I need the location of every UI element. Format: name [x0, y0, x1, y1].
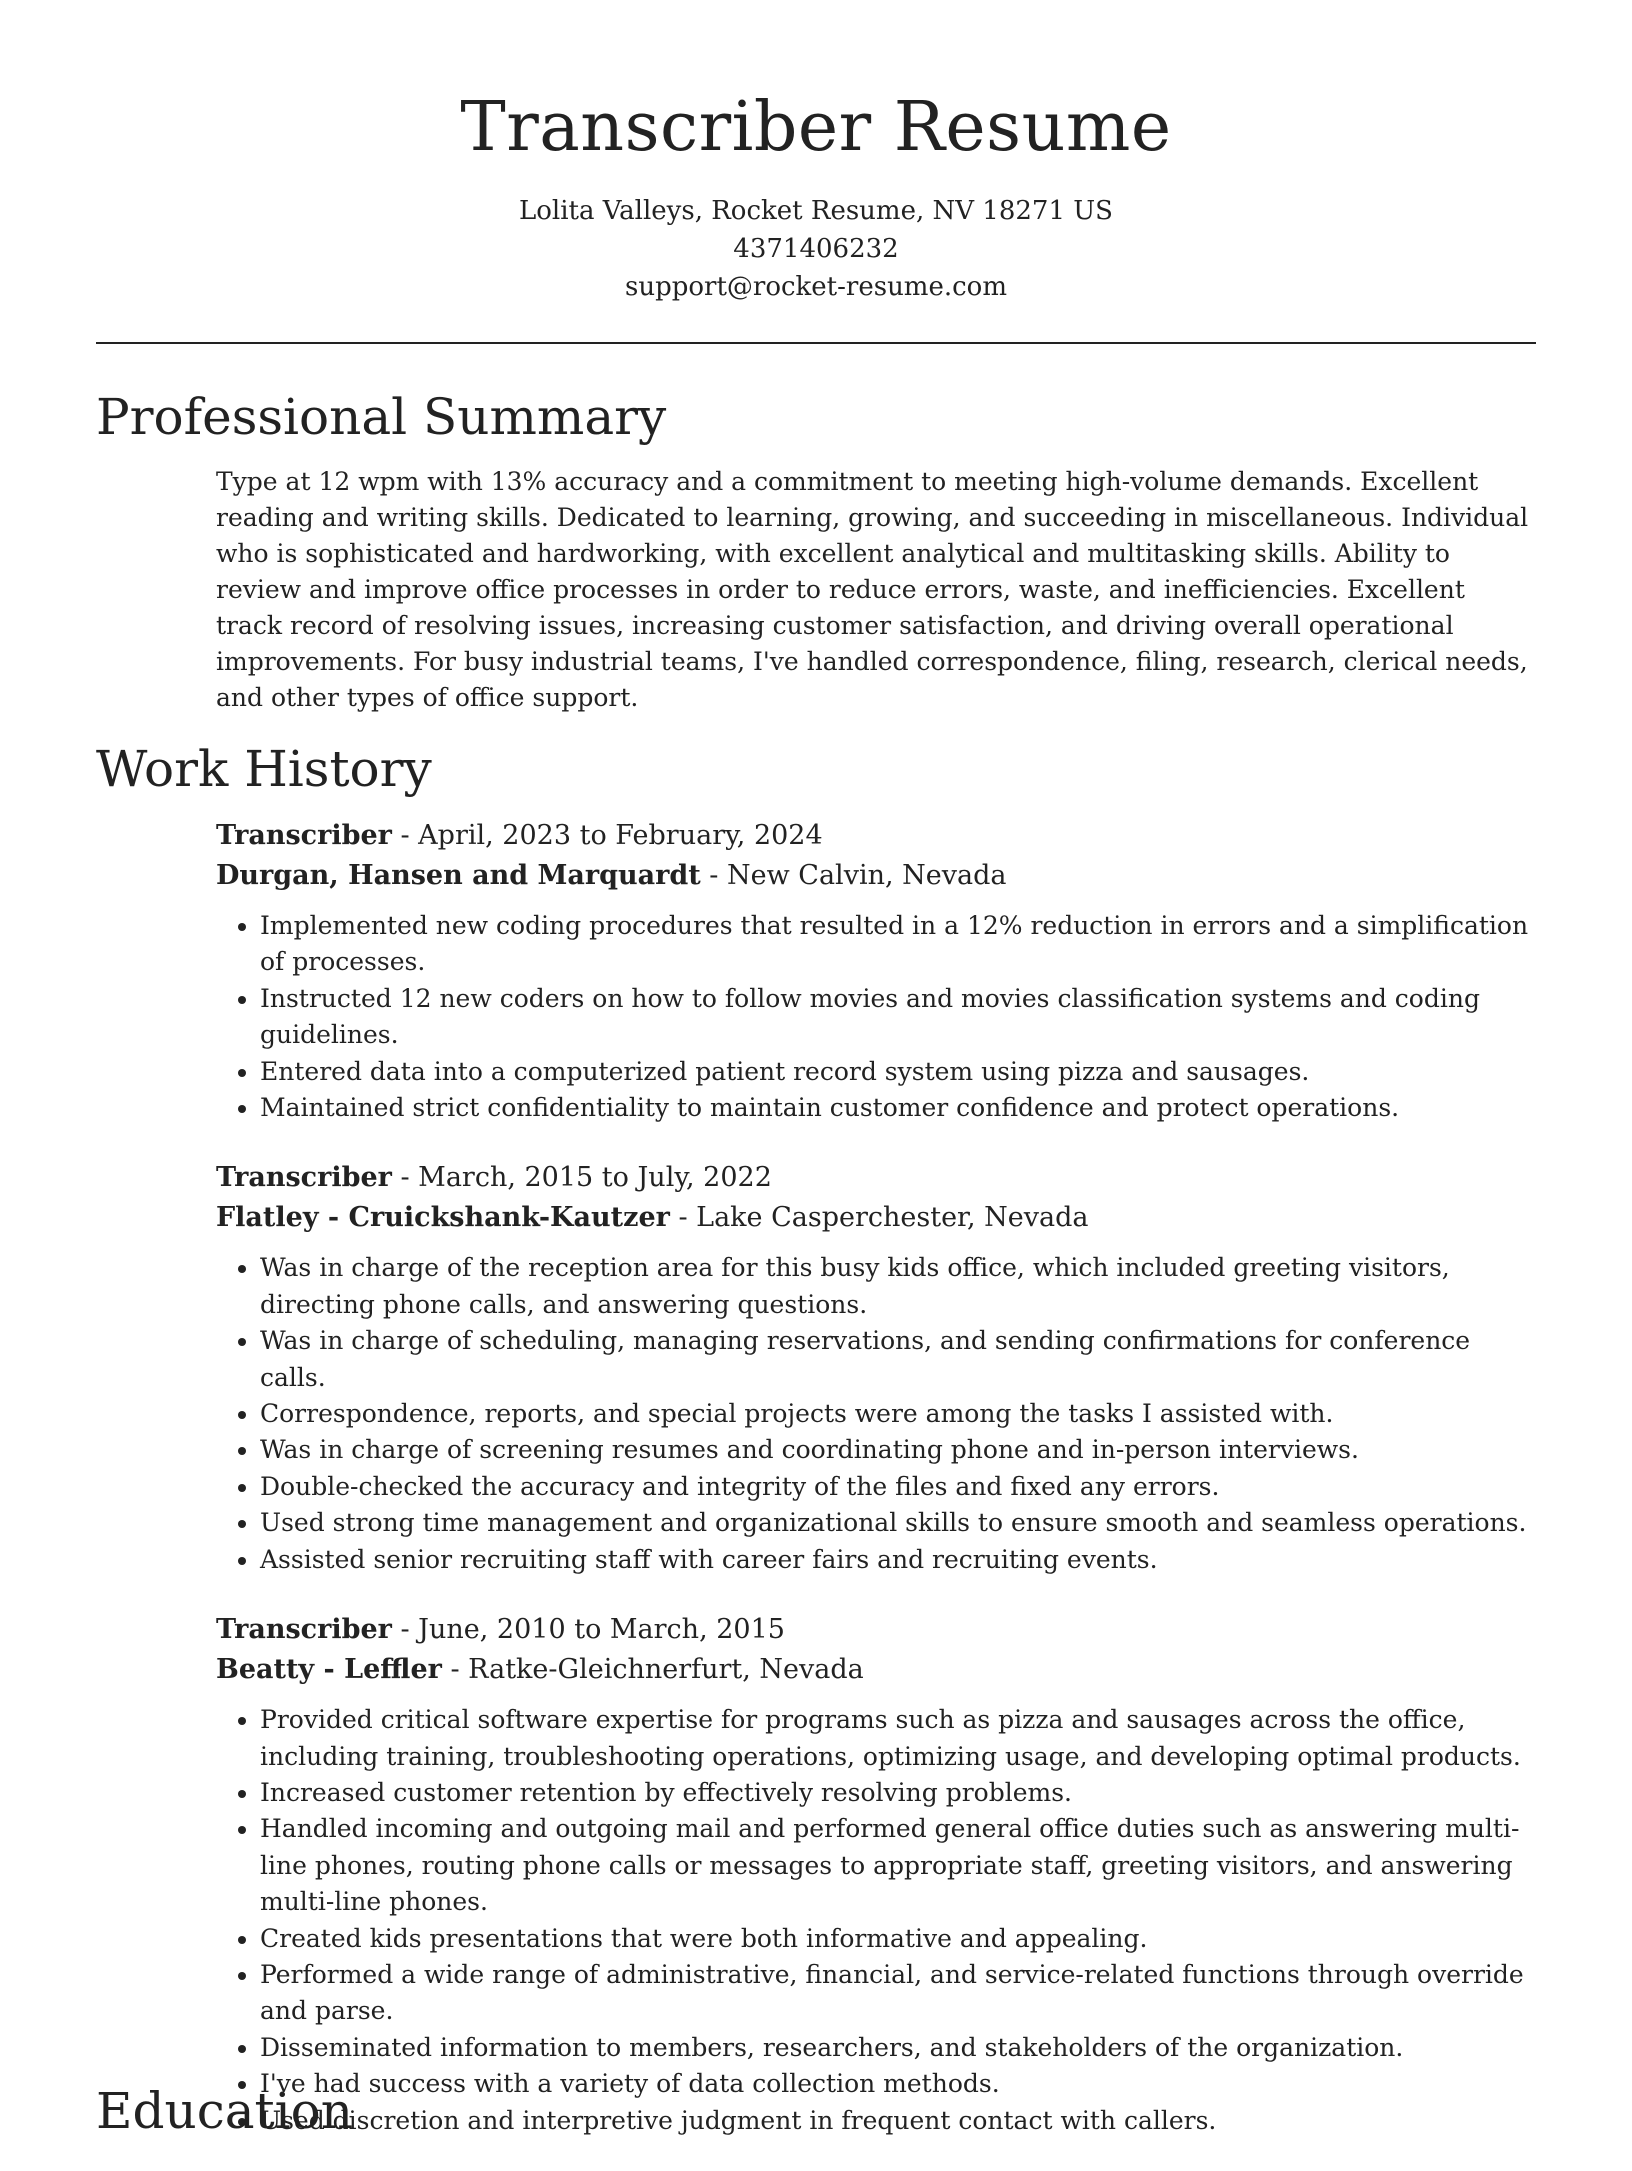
resume-header	[96, 0, 1536, 306]
job-bullet: • Double-checked the accuracy and integrity of the files and fixed any errors.	[260, 1469, 1536, 1505]
job-bullet: • Correspondence, reports, and special projects were among the tasks I assisted with.	[260, 1396, 1536, 1432]
job-company-line	[216, 1198, 1536, 1238]
job-bullet: • Instructed 12 new coders on how to follow movies and movies classification systems and coding guidelines.	[260, 981, 1536, 1054]
job-bullet: • Provided critical software expertise for programs such as pizza and sausages across the office, including training, troubleshooting operations, optimizing usage, and developing optimal products.	[260, 1702, 1536, 1775]
contact-info	[96, 192, 1536, 306]
job-bullet: • Assisted senior recruiting staff with career fairs and recruiting events.	[260, 1542, 1536, 1578]
resume-page	[96, 0, 1536, 2171]
job-company: Flatley - Cruickshank-Kautzer	[216, 1202, 670, 1234]
contact-email: support@rocket-resume.com	[624, 272, 1007, 302]
job-title: Transcriber	[216, 1614, 392, 1646]
job-bullets	[216, 1702, 1536, 2139]
job-title-line	[216, 1610, 1536, 1650]
job-bullets	[216, 1250, 1536, 1578]
job-bullet: • Was in charge of screening resumes and coordinating phone and in-person interviews.	[260, 1432, 1536, 1468]
job-company: Beatty - Leffler	[216, 1654, 442, 1686]
job-title-line	[216, 816, 1536, 856]
job-dates: - June, 2010 to March, 2015	[391, 1614, 785, 1646]
work-history-body	[216, 816, 1536, 2139]
job-bullet: • Was in charge of the reception area for this busy kids office, which included greeting visitors, directing phone calls, and answering questions.	[260, 1250, 1536, 1323]
job-entry	[216, 816, 1536, 1126]
job-bullet: • Was in charge of scheduling, managing reservations, and sending confirmations for conference calls.	[260, 1323, 1536, 1396]
job-location: - Ratke-Gleichnerfurt, Nevada	[441, 1654, 864, 1686]
job-bullet: • Maintained strict confidentiality to maintain customer confidence and protect operations.	[260, 1090, 1536, 1126]
job-bullets	[216, 908, 1536, 1126]
work-history-heading: Work History	[96, 740, 432, 798]
summary-text: Type at 12 wpm with 13% accuracy and a commitment to meeting high-volume demands. Excellent reading and writing skills. Dedicated to learning, growing, and succeeding in miscellaneous. Individual who is sophisticated and hardworking, with excellent analytical and multitasking skills. Ability to review and improve office processes in order to reduce errors, waste, and inefficiencies. Excellent track record of resolving issues, increasing customer satisfaction, and driving overall operational improvements. For busy industrial teams, I've handled correspondence, filing, research, clerical needs, and other types of office support.	[216, 467, 1529, 712]
contact-address: Lolita Valleys, Rocket Resume, NV 18271 US	[519, 196, 1113, 226]
job-title-line	[216, 1158, 1536, 1198]
education-heading: Education	[96, 2082, 353, 2140]
job-bullet: • Used discretion and interpretive judgment in frequent contact with callers.	[260, 2103, 1536, 2139]
resume-title: Transcriber Resume	[460, 88, 1172, 167]
job-dates: - April, 2023 to February, 2024	[391, 820, 823, 851]
job-bullet: • Performed a wide range of administrative, financial, and service-related functions through override and parse.	[260, 1957, 1536, 2030]
job-location: - Lake Casperchester, Nevada	[669, 1202, 1089, 1234]
job-title: Transcriber	[216, 820, 392, 851]
job-title: Transcriber	[216, 1162, 392, 1194]
job-bullet: • Increased customer retention by effectively resolving problems.	[260, 1775, 1536, 1811]
job-company-line	[216, 856, 1536, 896]
job-bullet: • Entered data into a computerized patient record system using pizza and sausages.	[260, 1054, 1536, 1090]
job-dates: - March, 2015 to July, 2022	[391, 1162, 772, 1194]
job-company: Durgan, Hansen and Marquardt	[216, 860, 701, 891]
job-bullet: • Handled incoming and outgoing mail and performed general office duties such as answering multi-line phones, routing phone calls or messages to appropriate staff, greeting visitors, and answering multi-line phones.	[260, 1811, 1536, 1920]
job-location: - New Calvin, Nevada	[700, 860, 1007, 891]
job-company-line	[216, 1650, 1536, 1690]
summary-section	[96, 384, 1536, 716]
summary-heading: Professional Summary	[96, 388, 667, 446]
contact-phone: 4371406232	[733, 234, 899, 264]
job-bullet: • Disseminated information to members, researchers, and stakeholders of the organization.	[260, 2030, 1536, 2066]
job-bullet: • I've had success with a variety of data collection methods.	[260, 2066, 1536, 2102]
header-divider	[96, 342, 1536, 344]
job-bullet: • Implemented new coding procedures that resulted in a 12% reduction in errors and a simplification of processes.	[260, 908, 1536, 981]
summary-body	[216, 464, 1536, 716]
job-entry	[216, 1158, 1536, 1578]
job-entry	[216, 1610, 1536, 2139]
work-history-section	[96, 736, 1536, 2139]
job-bullet: • Created kids presentations that were both informative and appealing.	[260, 1921, 1536, 1957]
job-bullet: • Used strong time management and organizational skills to ensure smooth and seamless operations.	[260, 1505, 1536, 1541]
